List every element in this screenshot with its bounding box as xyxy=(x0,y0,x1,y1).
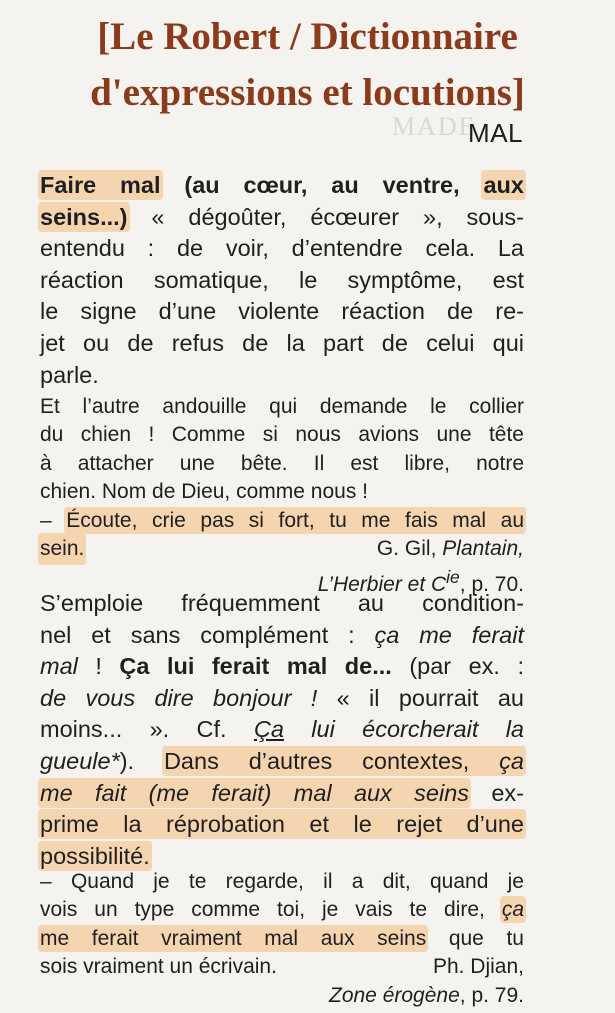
text-line xyxy=(40,683,524,715)
text-line: – Quand je te regarde, il a dit, quand je xyxy=(40,870,524,893)
bold-text: (au cœur, au ventre, xyxy=(160,172,484,198)
text-span: ). xyxy=(119,747,164,774)
text-span: G. Gil, xyxy=(376,536,443,560)
highlighted-phrase: seins...) xyxy=(40,203,128,230)
text-line xyxy=(40,896,524,924)
underlined-text: Ça xyxy=(253,716,284,743)
italic-text: Plantain, xyxy=(442,536,524,560)
text-span: « il pourrait au xyxy=(317,684,524,711)
text-line: S’emploie fréquemment au condition- xyxy=(40,590,524,616)
text-line: entendu : de voir, d’entendre cela. La xyxy=(40,235,524,262)
highlighted-phrase: Faire mal xyxy=(40,172,161,198)
text-span: , p. 70. xyxy=(459,573,524,597)
highlighted-phrase: me fait (me ferait) mal aux seins xyxy=(40,779,470,806)
text-line xyxy=(40,202,524,234)
text-line: le signe d’une violente réaction de re- xyxy=(40,298,524,325)
citation-source xyxy=(377,535,524,563)
text-line xyxy=(40,982,524,1010)
text-line xyxy=(40,809,524,841)
highlighted-phrase: prime la réprobation et le rejet d’une xyxy=(40,811,524,838)
entry-paragraph-2 xyxy=(40,588,524,872)
header-title-line-2: d'expressions et locutions] xyxy=(90,71,525,114)
text-line xyxy=(40,535,524,563)
highlighted-phrase: possibilité. xyxy=(40,842,150,869)
highlighted-phrase: ça xyxy=(501,898,524,922)
highlighted-phrase: me ferait vraiment mal aux seins xyxy=(40,926,427,950)
text-span: – xyxy=(40,508,67,532)
citation-source: Ph. Djian, xyxy=(432,955,524,979)
text-line xyxy=(40,651,524,683)
text-line: jet ou de refus de la part de celui qui xyxy=(40,329,524,356)
text-span: que tu xyxy=(426,926,524,950)
text-span: , p. 79. xyxy=(459,983,524,1007)
text-line: réaction somatique, le symptôme, est xyxy=(40,266,524,293)
highlighted-phrase: aux xyxy=(483,172,524,198)
text-span: ! xyxy=(77,653,120,680)
superscript: ie xyxy=(446,567,460,588)
text-line xyxy=(40,620,524,652)
text-line: à attacher une bête. Il est libre, notre xyxy=(40,451,524,475)
text-line xyxy=(40,778,524,810)
italic-text: gueule* xyxy=(40,747,120,774)
text-line: du chien ! Comme si nous avions une tête xyxy=(40,423,524,447)
text-span: sois vraiment un écrivain. xyxy=(40,955,277,979)
text-span: moins... ». Cf. xyxy=(40,716,254,743)
italic-text: Zone érogène xyxy=(329,983,460,1007)
highlighted-phrase xyxy=(164,748,524,774)
bleed-through-text: MADE xyxy=(392,112,477,141)
citation-2 xyxy=(40,868,524,1010)
entry-paragraph-1 xyxy=(40,170,524,391)
header-title-line-1: [Le Robert / Dictionnaire xyxy=(97,15,518,58)
text-line: Et l’autre andouille qui demande le collier xyxy=(40,395,524,418)
text-line xyxy=(40,953,524,981)
text-line: parle. xyxy=(40,361,99,388)
italic-text: ça xyxy=(499,747,524,774)
text-span: vois un type comme toi, je vais te dire, xyxy=(40,898,502,922)
text-span: nel et sans complément : xyxy=(40,621,375,648)
bold-text: Ça lui ferait mal de... xyxy=(119,653,392,680)
text-line xyxy=(40,746,524,778)
text-line xyxy=(40,170,524,202)
italic-text: lui écorcherait la xyxy=(283,716,524,743)
text-line: chien. Nom de Dieu, comme nous ! xyxy=(40,480,368,504)
text-span: « dégoûter, écœurer », sous- xyxy=(127,203,524,230)
italic-text: ça me ferait xyxy=(374,621,524,648)
text-span: (par ex. : xyxy=(391,653,524,680)
text-line xyxy=(40,925,524,953)
text-span: Dans d’autres contextes, xyxy=(163,747,500,774)
italic-text: de vous dire bonjour ! xyxy=(40,684,318,711)
italic-text: mal xyxy=(40,653,78,680)
citation-1 xyxy=(40,393,524,597)
running-headword: MAL xyxy=(468,118,523,148)
text-span: ex- xyxy=(469,779,524,806)
highlighted-phrase: Écoute, crie pas si fort, tu me fais mal au xyxy=(66,508,524,532)
highlighted-phrase: sein. xyxy=(40,535,84,563)
text-line xyxy=(40,507,524,535)
italic-text: L’Herbier et C xyxy=(317,573,447,597)
text-line xyxy=(40,714,524,746)
